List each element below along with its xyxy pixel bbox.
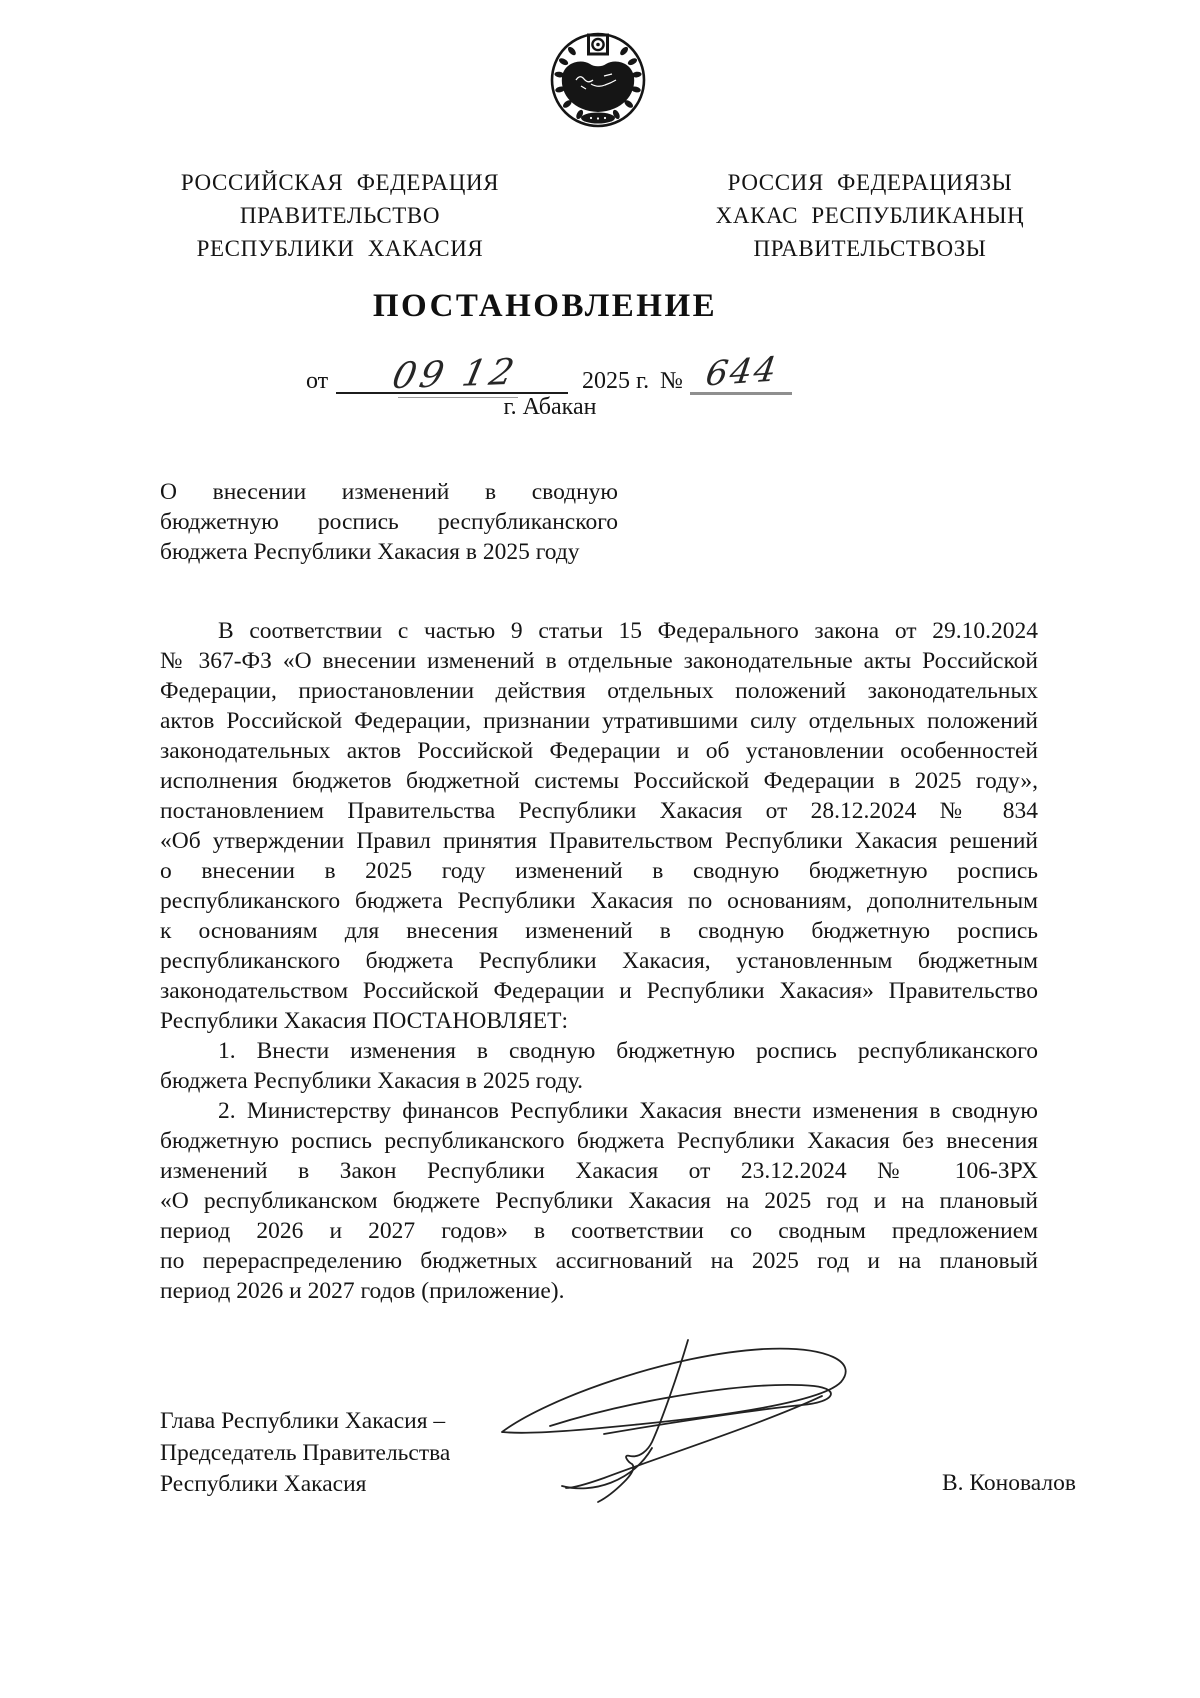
letterhead-russian [140, 166, 540, 265]
text-line: период 2026 и 2027 годов (приложение). [160, 1278, 565, 1304]
signoff-line: Глава Республики Хакасия – [160, 1408, 446, 1434]
letterhead-line: ПРАВИТЕЛЬСТВОЗЫ [753, 236, 987, 261]
text-line: Федерации, приостановлении действия отдельных положений законодательных [160, 678, 1038, 704]
signoff-position [160, 1406, 580, 1501]
handwritten-number: 644 [703, 349, 781, 395]
text-line: № 367-ФЗ «О внесении изменений в отдельные законодательные акты Российской [160, 648, 1038, 674]
letterhead-line: РОССИЯ ФЕДЕРАЦИЯЗЫ [727, 170, 1013, 195]
letterhead-line: РЕСПУБЛИКИ ХАКАСИЯ [196, 236, 484, 261]
text-line: «О республиканском бюджете Республики Хакасия на 2025 год и на плановый [160, 1188, 1038, 1214]
text-line: законодательных актов Российской Федерации и об установлении особенностей [160, 738, 1038, 764]
number-sign: № [660, 368, 683, 394]
text-line: республиканского бюджета Республики Хакасия, установленным бюджетным [160, 948, 1038, 974]
text-line: бюджета Республики Хакасия в 2025 году. [160, 1068, 584, 1094]
text-line: период 2026 и 2027 годов» в соответствии со сводным предложением [160, 1218, 1038, 1244]
document-title: ПОСТАНОВЛЕНИЕ [372, 288, 718, 324]
year-label: 2025 г. [582, 368, 650, 394]
text-line: к основаниям для внесения изменений в сводную бюджетную роспись [160, 918, 1038, 944]
text-line: В соответствии с частью 9 статьи 15 Федерального закона от 29.10.2024 [218, 618, 1038, 644]
subject-block [160, 477, 618, 567]
text-line: 1. Внести изменения в сводную бюджетную роспись республиканского [218, 1038, 1038, 1064]
text-line: Республики Хакасия ПОСТАНОВЛЯЕТ: [160, 1008, 568, 1034]
body-paragraph [160, 616, 1038, 1036]
text-line: о внесении в 2025 году изменений в сводную бюджетную роспись [160, 858, 1038, 884]
subject-line: бюджета Республики Хакасия в 2025 году [160, 539, 580, 565]
text-line: 2. Министерству финансов Республики Хакасия внести изменения в сводную [218, 1098, 1038, 1124]
text-line: по перераспределению бюджетных ассигнований на 2025 год и на плановый [160, 1248, 1038, 1274]
text-line: исполнения бюджетов бюджетной системы Российской Федерации в 2025 году», [160, 768, 1038, 794]
letterhead-khakas [670, 166, 1070, 265]
handwritten-date: 09 12 [388, 351, 522, 398]
subject-line: бюджетную роспись республиканского [160, 509, 618, 535]
text-line: республиканского бюджета Республики Хакасия по основаниям, дополнительным [160, 888, 1038, 914]
from-label: от [306, 368, 329, 394]
text-line: постановлением Правительства Республики Хакасия от 28.12.2024 № 834 [160, 798, 1038, 824]
letterhead-line: ХАКАС РЕСПУБЛИКАНЫҢ [715, 203, 1025, 228]
text-line: бюджетную роспись республиканского бюджета Республики Хакасия без внесения [160, 1128, 1038, 1154]
signoff-line: Республики Хакасия [160, 1471, 367, 1497]
text-line: законодательством Российской Федерации и Республики Хакасия» Правительство [160, 978, 1038, 1004]
letterhead-line: РОССИЙСКАЯ ФЕДЕРАЦИЯ [180, 170, 500, 195]
body-text [160, 616, 1038, 1306]
body-paragraph [160, 1096, 1038, 1306]
text-line: актов Российской Федерации, признании утратившими силу отдельных положений [160, 708, 1038, 734]
text-line: изменений в Закон Республики Хакасия от 23.12.2024 № 106-ЗРХ [160, 1158, 1038, 1184]
signer-name: В. Коновалов [942, 1470, 1077, 1496]
letterhead-line: ПРАВИТЕЛЬСТВО [239, 203, 441, 228]
signoff-line: Председатель Правительства [160, 1439, 451, 1466]
city-line: г. Абакан [503, 394, 597, 420]
body-paragraph [160, 1036, 1038, 1096]
subject-line: О внесении изменений в сводную [160, 479, 618, 505]
text-line: «Об утверждении Правил принятия Правительством Республики Хакасия решений [160, 828, 1038, 854]
coat-of-arms-khakassia-icon [547, 28, 649, 132]
